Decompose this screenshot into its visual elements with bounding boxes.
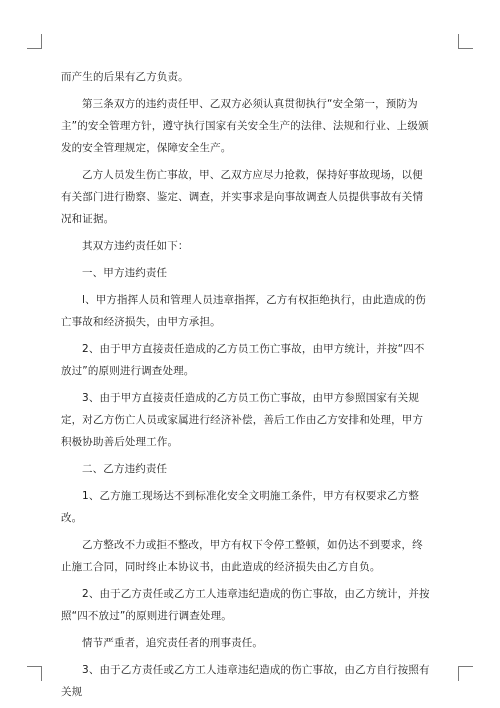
paragraph-criminal-liability: 情节严重者，追究责任者的刑事责任。 — [82, 637, 264, 649]
paragraph-party-b-item-1: 1、乙方施工现场达不到标准化安全文明施工条件，甲方有权要求乙方整改。 — [61, 490, 419, 524]
paragraph-party-a-item-3: 3、由于甲方直接责任造成的乙方员工伤亡事故，由甲方参照国家有关规定，对乙方伤亡人员或家属进行经济补偿，善后工作由乙方安排和处理，甲方积极协助善后处理工作。 — [61, 392, 424, 448]
paragraph-article-three: 第三条双方的违约责任甲、乙双方必须认真贯彻执行“安全第一，预防为主”的安全管理方针，遵守执行国家有关安全生产的法律、法规和行业、上级颁发的安全管理规定，保障安全生产。 — [61, 98, 429, 154]
crop-mark-top-right — [458, 34, 473, 49]
paragraph-party-a-item-2: 2、由于甲方直接责任造成的乙方员工伤亡事故，由甲方统计，并按“四不放过”的原则进行调查处理。 — [61, 343, 425, 377]
paragraph-accident-response: 乙方人员发生伤亡事故，甲、乙双方应尽力抢救，保持好事故现场，以便有关部门进行勘察、鉴定、调查，并实事求是向事故调查人员提供事故有关情况和证据。 — [61, 169, 424, 225]
paragraph-party-b-rectification: 乙方整改不力或拒不整改，甲方有权下令停工整顿，如仍达不到要求，终止施工合同，同时终止本协议书，由此造成的经济损失由乙方自负。 — [61, 539, 423, 573]
paragraph-party-b-item-3: 3、由于乙方责任或乙方工人违章违纪造成的伤亡事故，由乙方自行按照有关规 — [61, 664, 430, 698]
heading-party-b-liability: 二、乙方违约责任 — [82, 463, 168, 475]
paragraph-continuation: 而产生的后果有乙方负责。 — [61, 71, 189, 83]
crop-mark-bottom-right — [458, 666, 473, 681]
paragraph-liability-intro: 其双方违约责任如下： — [82, 240, 189, 252]
heading-party-a-liability: 一、甲方违约责任 — [82, 267, 168, 279]
paragraph-party-b-item-2: 2、由于乙方责任或乙方工人违章违纪造成的伤亡事故，由乙方统计，并按照“四不放过”的原则进行调查处理。 — [61, 588, 430, 622]
paragraph-party-a-item-1: l、甲方指挥人员和管理人员违章指挥，乙方有权拒绝执行，由此造成的伤亡事故和经济损失，由甲方承担。 — [61, 294, 426, 328]
document-body — [61, 66, 433, 708]
crop-mark-top-left — [27, 34, 42, 49]
crop-mark-bottom-left — [27, 666, 42, 681]
